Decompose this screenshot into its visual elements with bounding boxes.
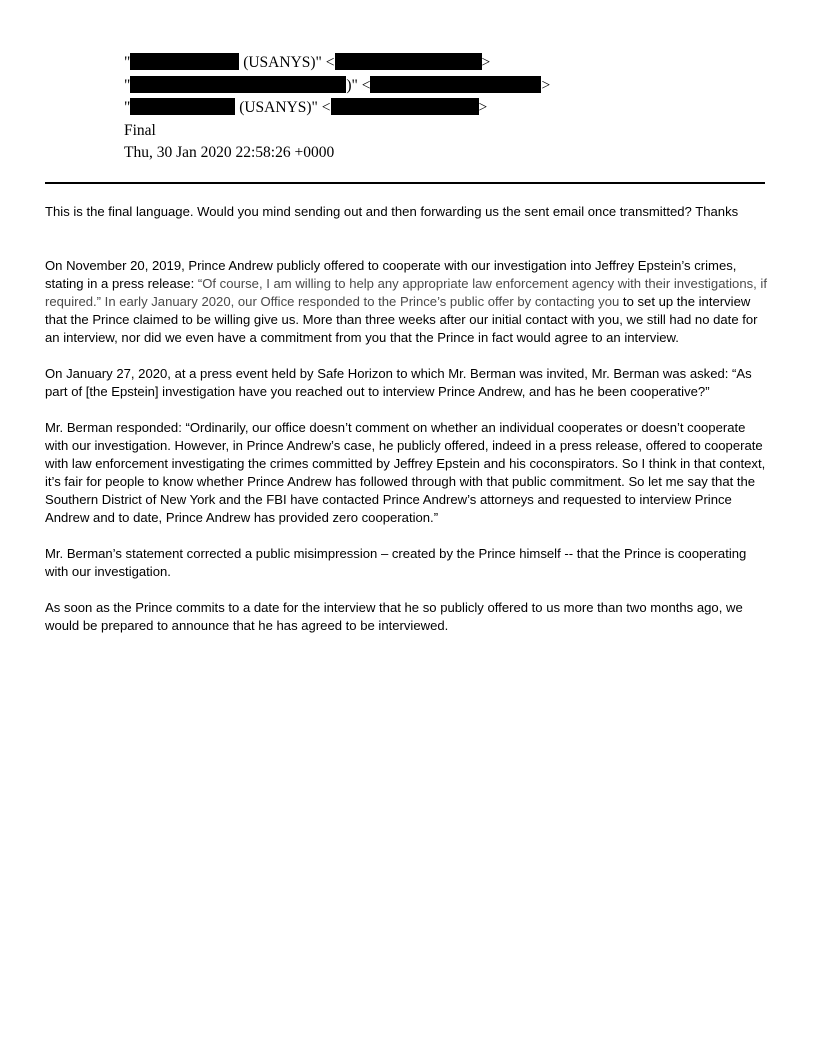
redaction-block bbox=[130, 76, 346, 93]
press-release-quote: “Of course, I am willing to help any appropriate law enforcement agency with their investigations, if required.” In early January 2020, our Office responded to the Prince’s public offer by contacting you bbox=[45, 276, 767, 309]
redaction-block bbox=[335, 53, 482, 70]
paragraph-2: On January 27, 2020, at a press event held by Safe Horizon to which Mr. Berman was invited, Mr. Berman was asked: “As part of [the Epstein] investigation have you reached out to interview Prince Andrew, and has he been cooperative?” bbox=[45, 366, 752, 399]
header-divider bbox=[45, 182, 765, 184]
redaction-block bbox=[130, 98, 235, 115]
cc-value: " (USANYS)" < > bbox=[124, 99, 488, 116]
intro-paragraph: This is the final language. Would you mind sending out and then forwarding us the sent email once transmitted? Thanks bbox=[45, 204, 739, 219]
redaction-block bbox=[130, 53, 239, 70]
to-value: " )" < > bbox=[124, 76, 551, 94]
date-value: Thu, 30 Jan 2020 22:58:26 +0000 bbox=[124, 144, 335, 161]
from-value: " (USANYS)" < > bbox=[124, 54, 491, 71]
redaction-block bbox=[331, 98, 479, 115]
paragraph-1: On November 20, 2019, Prince Andrew publicly offered to cooperate with our investigation into Jeffrey Epstein’s crimes, stating in a press release: “Of course, I am willing to help any appropriate law enforcement agency with their investigations, if required.” In early January 2020, our Office responded to the Prince’s public offer by contacting you to set up the interview that the Prince claimed to be willing give us. More than three weeks after our initial contact with you, we still had no date for an interview, nor did we even have a commitment from you that the Prince in fact would agree to an interview. bbox=[45, 258, 767, 345]
redaction-block bbox=[370, 76, 541, 93]
subject-value: Final bbox=[124, 121, 156, 139]
paragraph-3: Mr. Berman responded: “Ordinarily, our office doesn’t comment on whether an individual cooperates or doesn’t cooperate with our investigation. However, in Prince Andrew’s case, he publicly offered, indeed in a press release, offered to cooperate with law enforcement investigating the crimes committed by Jeffrey Epstein and his coconspirators. So I think in that context, it’s fair for people to know whether Prince Andrew has followed through with that public commitment. So let me say that the Southern District of New York and the FBI have contacted Prince Andrew’s attorneys and requested to interview Prince Andrew and to date, Prince Andrew has provided zero cooperation.” bbox=[45, 420, 766, 525]
paragraph-5: As soon as the Prince commits to a date for the interview that he so publicly offered to us more than two months ago, we would be prepared to announce that he has agreed to be interviewed. bbox=[45, 600, 743, 633]
email-body bbox=[45, 203, 770, 653]
paragraph-4: Mr. Berman’s statement corrected a public misimpression – created by the Prince himself -- that the Prince is cooperating with our investigation. bbox=[45, 546, 747, 579]
